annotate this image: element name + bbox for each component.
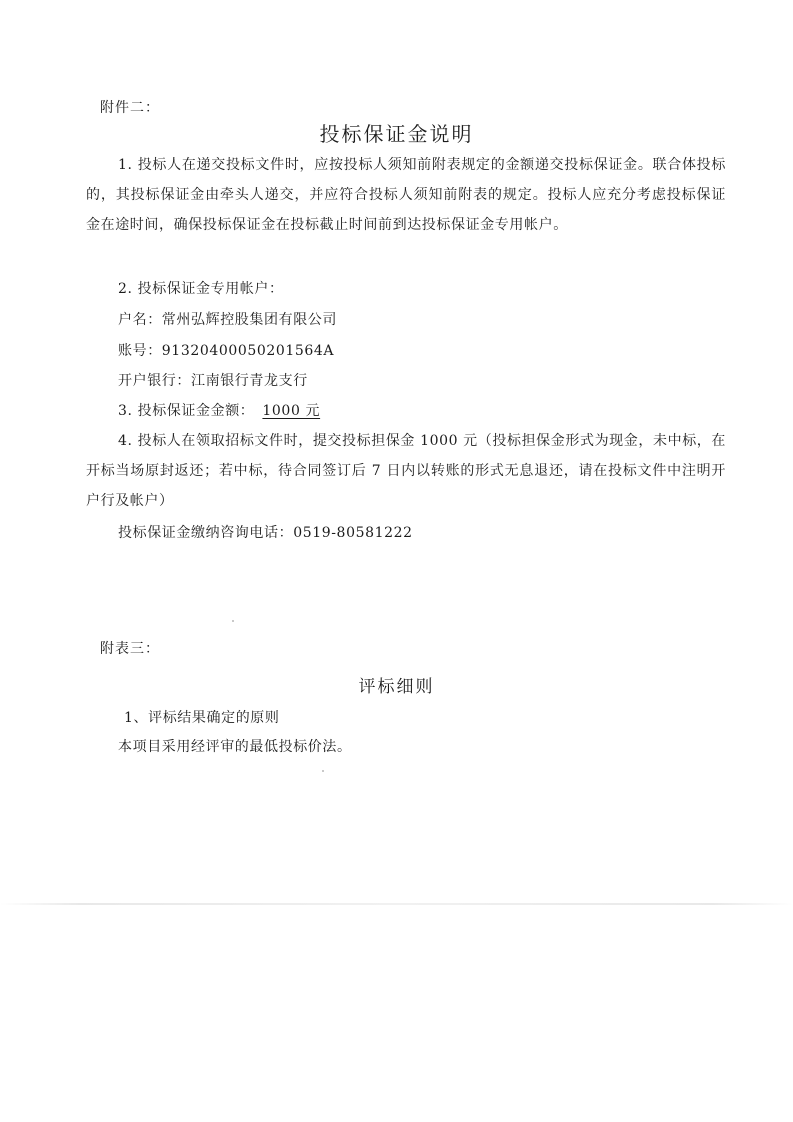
deposit-amount-label: 3. 投标保证金金额： <box>118 403 255 419</box>
table-label: 附表三： <box>100 641 160 657</box>
account-number: 账号：91320400050201564A <box>118 343 335 359</box>
document-title: 投标保证金说明 <box>319 122 474 146</box>
item-2-heading: 2. 投标保证金专用帐户： <box>118 281 284 297</box>
deposit-amount-value: 1000 元 <box>262 403 321 419</box>
account-name: 户名：常州弘辉控股集团有限公司 <box>118 312 337 328</box>
paragraph-1: 1. 投标人在递交投标文件时，应按投标人须知前附表规定的金额递交投标保证金。联合体投标的，其投标保证金由牵头人递交，并应符合投标人须知前附表的规定。投标人应充分考虑投标保证金在途时间，确保投标保证金在投标截止时间前到达投标保证金专用帐户。 <box>86 157 726 233</box>
section-title: 评标细则 <box>358 677 435 697</box>
scan-artifact-line <box>0 903 793 905</box>
evaluation-method: 本项目采用经评审的最低投标价法。 <box>118 739 352 755</box>
evaluation-item-1: 1、评标结果确定的原则 <box>124 710 280 726</box>
deposit-amount-line <box>118 396 322 426</box>
contact-phone: 投标保证金缴纳咨询电话：0519-80581222 <box>118 525 413 541</box>
attachment-label: 附件二： <box>100 100 160 116</box>
bank-name: 开户银行：江南银行青龙支行 <box>118 373 308 389</box>
scan-speck <box>232 620 234 622</box>
paragraph-4: 4. 投标人在领取招标文件时，提交投标担保金 1000 元（投标担保金形式为现金，未中标，在开标当场原封返还；若中标，待合同签订后 7 日内以转账的形式无息退还，请在投标文件中注明开户行及帐户） <box>86 433 726 509</box>
scan-speck <box>322 770 324 772</box>
